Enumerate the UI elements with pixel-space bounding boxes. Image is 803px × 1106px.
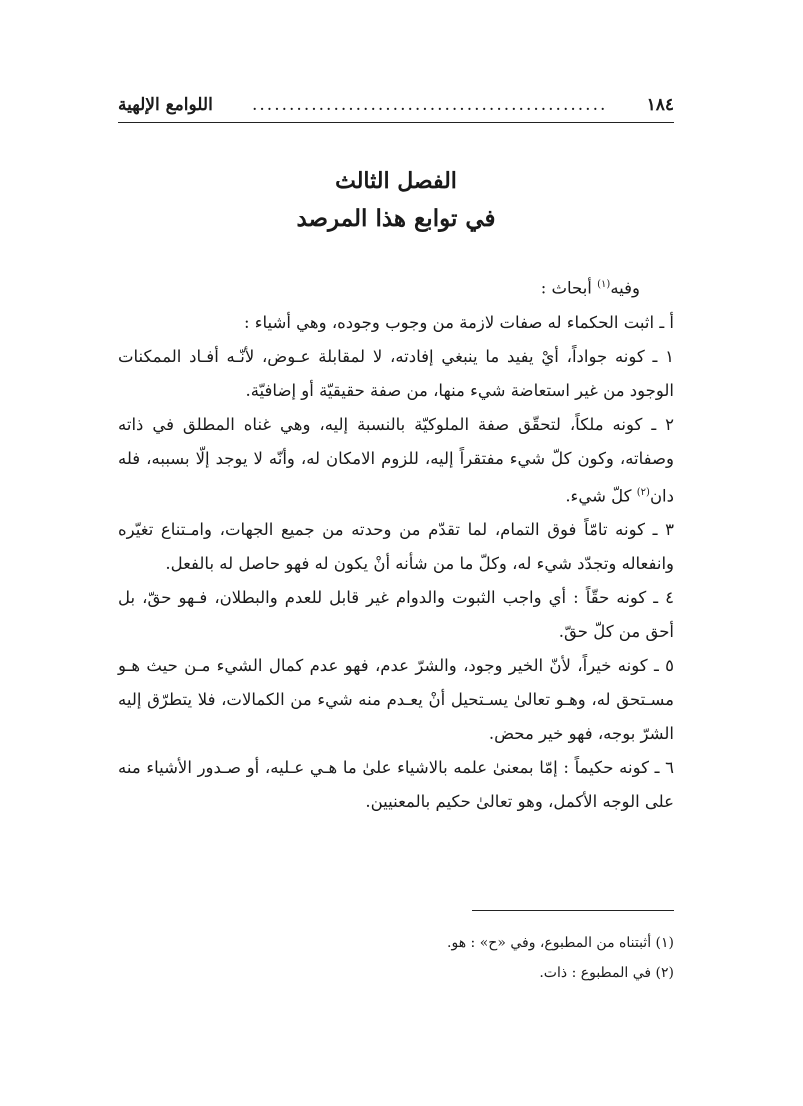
footnotes [118, 928, 674, 988]
item-2-paragraph [118, 408, 674, 514]
item-2-text: ٢ ـ كونه ملكاً، لتحقّق صفة الملوكيّة بالنسبة إليه، وهي غناه المطلق في ذاته وصفاته، وكون كلّ شيء مفتقراً إليه، للزوم الامكان له، وأنّه لا يوجد إلّا بسببه، فله دان [118, 414, 674, 505]
footnote-2: (٢) في المطبوع : ذات. [539, 965, 674, 981]
page-number: ١٨٤ [646, 95, 674, 115]
item-1-paragraph: ١ ـ كونه جواداً، أيْ يفيد ما ينبغي إفادته، لا لمقابلة عـوض، لأنّـه أفـاد الممكنات الوجود من غير استعاضة شيء منها، من صفة حقيقيّة أو إضافيّة. [118, 346, 674, 400]
chapter-subtitle: في توابع هذا المرصد [296, 205, 496, 232]
intro-text: وفيه [610, 278, 640, 298]
footnote-1: (١) أثبتناه من المطبوع، وفي «ح» : هو. [447, 935, 674, 951]
item-2-text-end: كلّ شيء. [565, 486, 637, 505]
chapter-title: الفصل الثالث [335, 168, 457, 194]
header-leader-dots: ................................................ [252, 95, 608, 115]
item-4-paragraph: ٤ ـ كونه حقّاً : أي واجب الثبوت والدوام غير قابل للعدم والبطلان، فـهو حقّ، بل أحق من كلّ حقّ. [118, 588, 674, 641]
running-header [118, 88, 674, 123]
footnote-separator [472, 910, 674, 911]
item-6-paragraph: ٦ ـ كونه حكيماً : إمّا بمعنىٰ علمه بالاشياء علىٰ ما هـي عـليه، أو صـدور الأشياء منه على الوجه الأكمل، وهو تعالىٰ حكيم بالمعنيين. [118, 758, 674, 811]
intro-text-end: أبحاث : [540, 278, 598, 298]
body-text [118, 268, 674, 819]
item-5-paragraph: ٥ ـ كونه خيراً، لأنّ الخير وجود، والشرّ عدم، فهو عدم كمال الشيء مـن حيث هـو مسـتحق له، وهـو تعالىٰ يسـتحيل أنْ يعـدم منه شيء من الكمالات، فلا يتطرّق إليه الشرّ بوجه، فهو خير محض. [118, 656, 674, 743]
section-a-paragraph: أ ـ اثبت الحكماء له صفات لازمة من وجوب وجوده، وهي أشياء : [243, 312, 674, 332]
book-title: اللوامع الإلهية [118, 95, 213, 115]
item-3-paragraph: ٣ ـ كونه تامّاً فوق التمام، لما تقدّم من وحدته من جميع الجهات، وامـتناع تغيّره وانفعاله وتجدّد شيء له، وكلّ ما من شأنه أنْ يكون له فهو حاصل له بالفعل. [118, 520, 674, 573]
footnote-ref-2: (٢) [636, 486, 650, 498]
footnote-ref-1: (١) [597, 279, 611, 290]
intro-paragraph [118, 268, 674, 306]
